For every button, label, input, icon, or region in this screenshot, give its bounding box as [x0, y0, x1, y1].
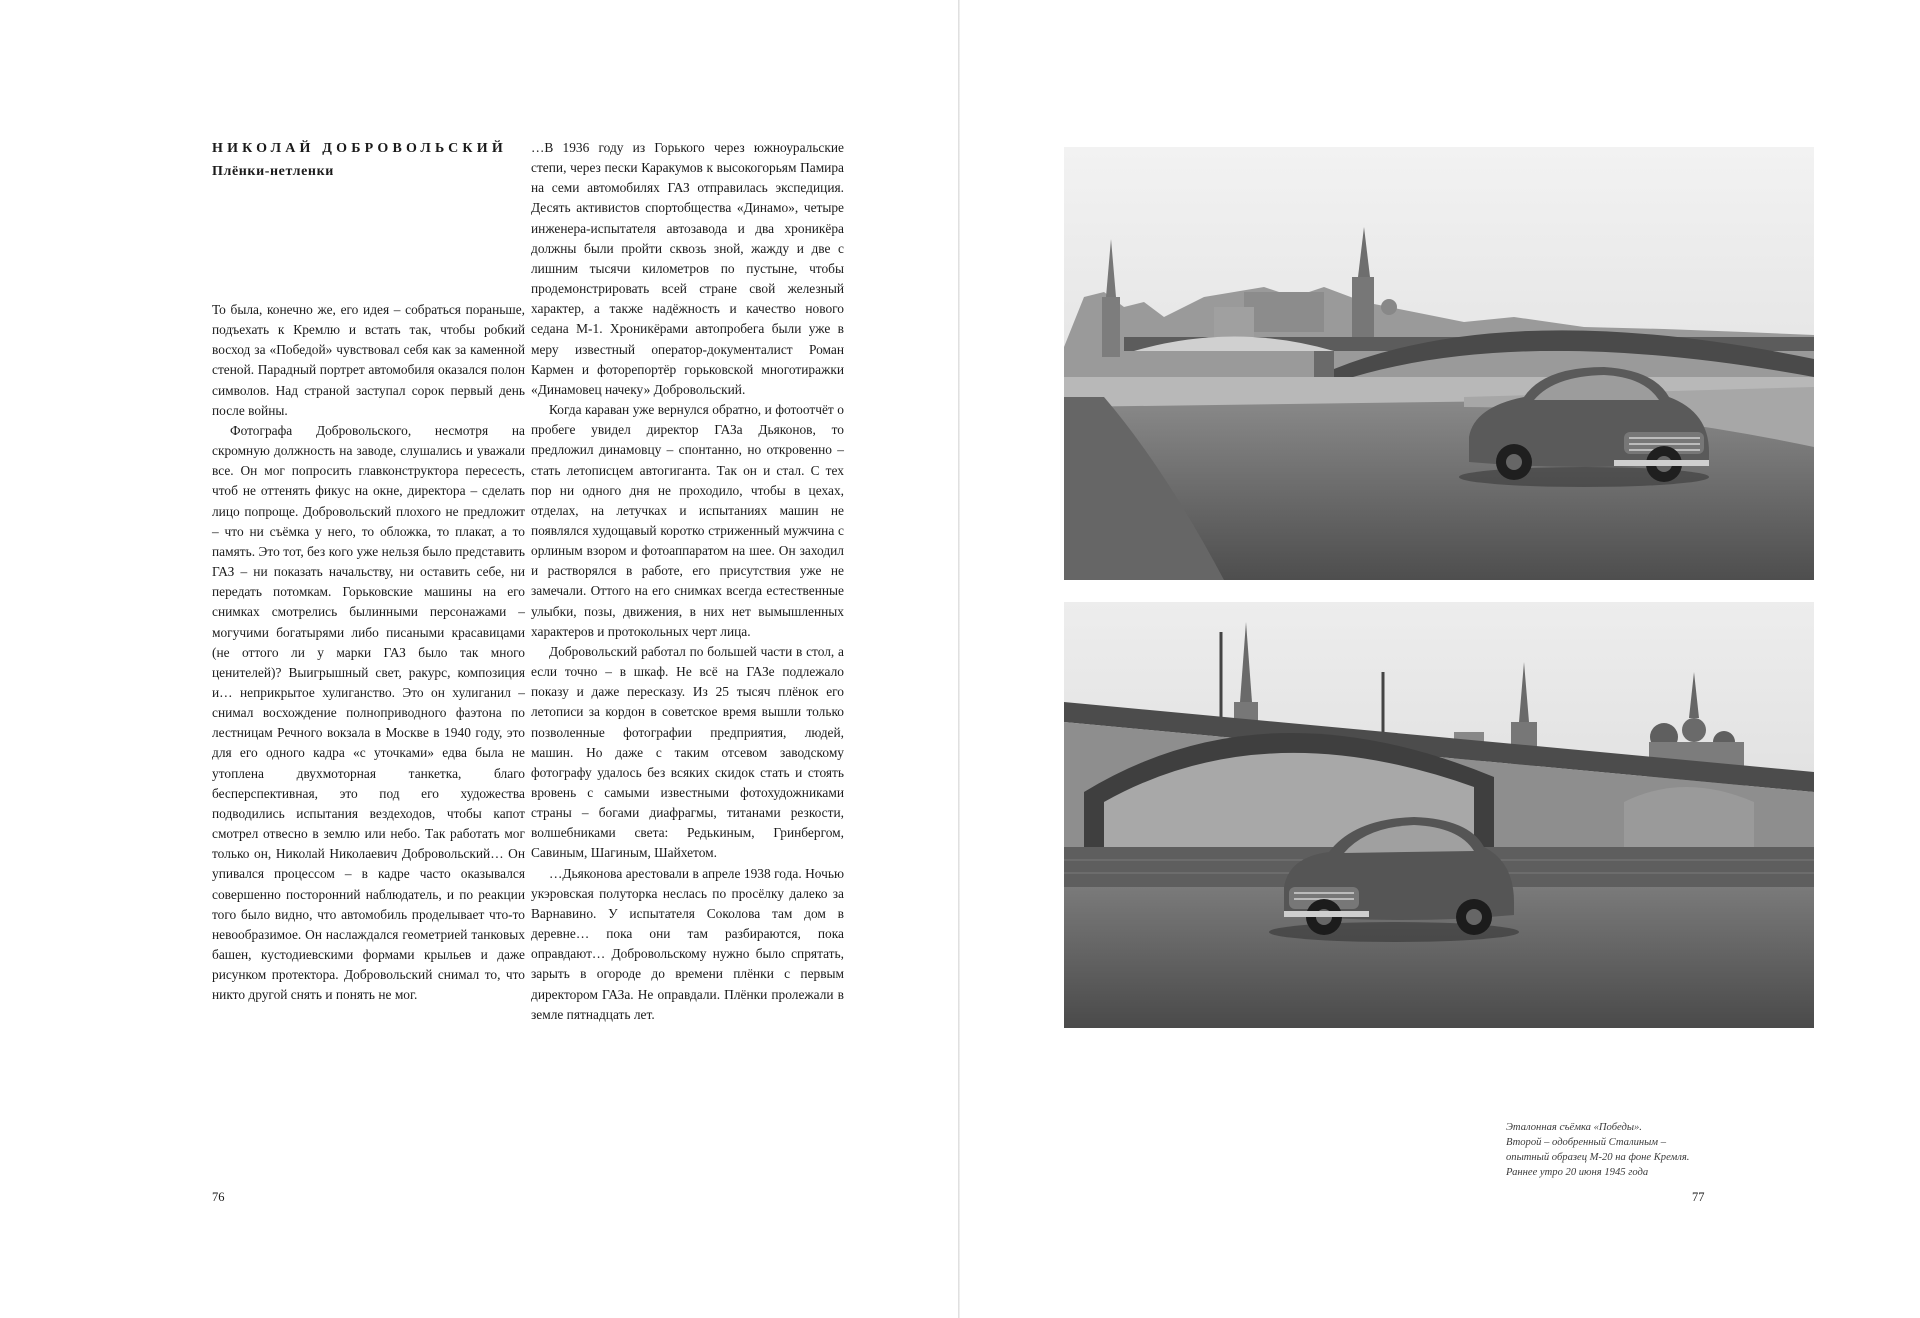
paragraph: Добровольский работал по большей части в стол, а если точно – в шкаф. Не всё на ГАЗе подлежало показу и даже пересказу. Из 25 тысяч плёнок его летописи за кордон в советское время вышли только позволенные фотографии предприятия, людей, машин. Но даже с таким отсевом заводскому фотографу удалось без всяких скидок стать и стоять вровень с самыми известными фотохудожниками страны – богами диафрагмы, титанами резкости, волшебниками света: Редькиным, Гринбергом, Савиным, Шагиным, Шайхетом.: [531, 643, 844, 861]
author-name: НИКОЛАЙ ДОБРОВОЛЬСКИЙ: [212, 141, 507, 156]
page-number-right: 77: [1692, 1190, 1705, 1204]
caption-line: Раннее утро 20 июня 1945 года: [1506, 1167, 1649, 1178]
paragraph: То была, конечно же, его идея – собраться пораньше, подъехать к Кремлю и встать так, чтобы робкий восход за «Победой» чувствовал себя как за каменной стеной. Парадный портрет автомобиля оказался полон символов. Над страной заступал сорок первый день после войны.: [212, 302, 525, 418]
page-number-left: 76: [212, 1190, 225, 1204]
left-page: [0, 0, 958, 1318]
article-subtitle: Плёнки-нетленки: [212, 164, 334, 179]
caption-line: Эталонная съёмка «Победы».: [1506, 1122, 1642, 1133]
car-bridge-st-basils-photo: [1064, 602, 1814, 1028]
paragraph: Когда караван уже вернулся обратно, и фотоотчёт о пробеге увидел директор ГАЗа Дьяконов, то предложил динамовцу – спонтанно, но откровенно – стать летописцем автогиганта. Так он и стал. С тех пор ни одного дня не проходило, чтобы в цехах, отделах, на летучках и испытаниях машин не появлялся худощавый коротко стриженный мужчина с орлиным взором и фотоаппаратом на шее. Он заходил и растворялся в работе, его присутствия уже не замечали. Оттого на его снимках всегда естественные улыбки, позы, движения, в них нет вымышленных характеров и протокольных черт лица.: [531, 402, 844, 639]
paragraph: …В 1936 году из Горького через южноуральские степи, через пески Каракумов к высокогорьям Памира на семи автомобилях ГАЗ отправилась экспедиция. Десять активистов спортобщества «Динамо», четыре инженера-испытателя автозавода и два хроникёра должны были пройти сквозь зной, жажду и две с лишним тысячи километров по пустыне, чтобы продемонстрировать всей стране свой железный характер, а также надёжность и качество нового седана М-1. Хроникёрами автопробега были уже в меру известный оператор-документалист Роман Кармен и фоторепортёр горьковской многотиражки «Динамовец начеку» Добровольский.: [531, 140, 844, 397]
caption-line: Второй – одобренный Сталиным –: [1506, 1137, 1667, 1148]
car-kremlin-embankment-photo: [1064, 147, 1814, 580]
paragraph: …Дьяконова арестовали в апреле 1938 года. Ночью укэровская полуторка неслась по просёлку далеко за Варнавино. У испытателя Соколова там дом в деревне… пока они там разбираются, пока оправдают… Добровольскому нужно было спрятать, зарыть в огороде до времени плёнки с первым директором ГАЗа. Не оправдали. Плёнки пролежали в земле пятнадцать лет.: [531, 865, 844, 1022]
text-column-right: [531, 138, 844, 1025]
caption-line: опытный образец М-20 на фоне Кремля.: [1506, 1152, 1690, 1163]
text-column-left: [212, 300, 525, 1005]
paragraph: Фотографа Добровольского, несмотря на скромную должность на заводе, слушались и уважали все. Он мог попросить главконструктора пересесть, чтоб не оттенять фикус на окне, директора – сделать лицо попроще. Добровольский плохого не предложит – что ни съёмка у него, то обложка, то плакат, а то память. Это тот, без кого уже нельзя было представить ГАЗ – ни показать начальству, ни оставить себе, ни передать потомкам. Горьковские машины на его снимках смотрелись былинными персонажами – могучими богатырями либо писаными красавицами (не оттого ли у марки ГАЗ было так много ценителей)? Выигрышный свет, ракурс, композиция и… неприкрытое хулиганство. Это он хулиганил – снимал восхождение полноприводного фаэтона по лестницам Речного вокзала в Москве в 1940 году, это для его одного кадра «с уточками» едва была не утоплена двухмоторная танкетка, благо бесперспективная, это под его художества подводились испытания вездеходов, чтобы капот смотрел отвесно в землю или небо. Так работать мог только он, Николай Николаевич Добровольский… Он упивался процессом – в кадре часто оказывался совершенно посторонний наблюдатель, и по реакции того было видно, что автомобиль проделывает что-то невообразимое. Он наслаждался геометрией танковых башен, кустодиевскими формами крыльев и даже рисунком протектора. Добровольский снимал то, что никто другой снять и понять не мог.: [212, 422, 525, 1003]
photo-caption: [1506, 1120, 1756, 1180]
